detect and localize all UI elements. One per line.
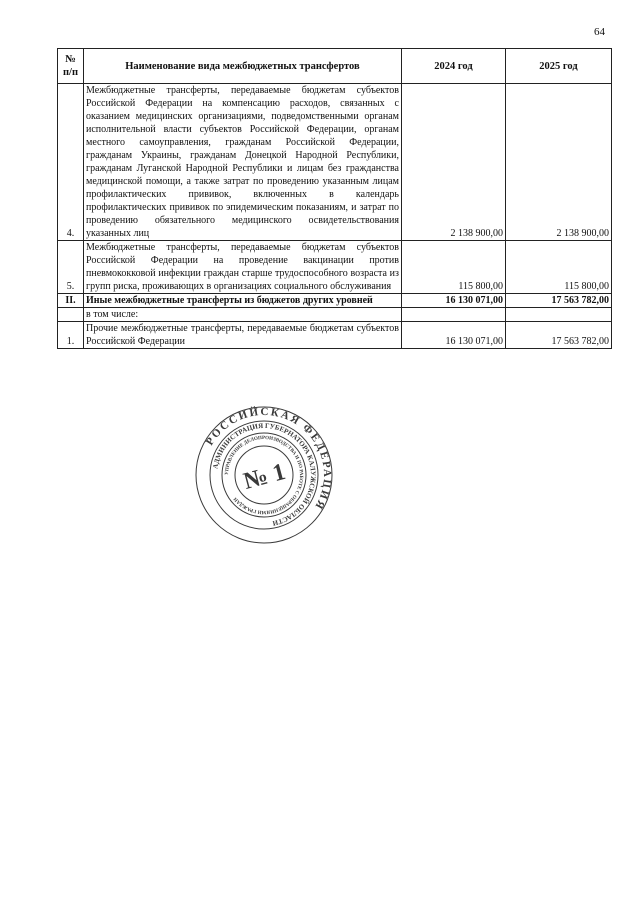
table-row bbox=[58, 294, 612, 308]
table-row bbox=[58, 322, 612, 349]
row-2025: 17 563 782,00 bbox=[506, 294, 612, 308]
official-stamp bbox=[194, 405, 334, 545]
row-name: Межбюджетные трансферты, передаваемые бюджетам субъектов Российской Федерации на проведение вакцинации против пневмококковой инфекции граждан старше трудоспособного возраста из групп риска, проживающих в организациях социального обслуживания bbox=[84, 241, 402, 294]
page-number: 64 bbox=[594, 26, 605, 38]
row-name: Прочие межбюджетные трансферты, передаваемые бюджетам субъектов Российской Федерации bbox=[84, 322, 402, 349]
table-row bbox=[58, 84, 612, 241]
header-2025: 2025 год bbox=[506, 49, 612, 84]
row-num: 5. bbox=[58, 241, 84, 294]
row-2025: 2 138 900,00 bbox=[506, 84, 612, 241]
row-2025: 17 563 782,00 bbox=[506, 322, 612, 349]
row-2025 bbox=[506, 308, 612, 322]
row-name: Межбюджетные трансферты, передаваемые бюджетам субъектов Российской Федерации на компенсацию расходов, связанных с оказанием медицинских организациями, подведомственными органам исполнительной власти субъектов Российской Федерации, органам местного самоуправления, гражданам Российской Федерации, гражданам Украины, гражданам Донецкой Народной Республики, гражданам Луганской Народной Республики и лицам без гражданства медицинской помощи, а также затрат по проведению указанным лицам профилактических прививок, включенных в календарь профилактических прививок по эпидемическим показаниям, и затрат по проведению обязательного медицинского освидетельствования указанных лиц bbox=[84, 84, 402, 241]
header-name: Наименование вида межбюджетных трансфертов bbox=[84, 49, 402, 84]
stamp-inner-text: УПРАВЛЕНИЕ ДЕЛОПРОИЗВОДСТВА И ПО РАБОТЕ С ОБРАЩЕНИЯМИ ГРАЖДАН bbox=[224, 435, 304, 515]
table-row bbox=[58, 241, 612, 294]
stamp-middle-text: АДМИНИСТРАЦИЯ ГУБЕРНАТОРА КАЛУЖСКОЙ ОБЛАСТИ bbox=[211, 421, 318, 528]
row-2024 bbox=[402, 308, 506, 322]
row-num: 4. bbox=[58, 84, 84, 241]
row-2025: 115 800,00 bbox=[506, 241, 612, 294]
row-2024: 16 130 071,00 bbox=[402, 322, 506, 349]
row-num: 1. bbox=[58, 322, 84, 349]
header-num: № п/п bbox=[58, 49, 84, 84]
row-num bbox=[58, 308, 84, 322]
header-2024: 2024 год bbox=[402, 49, 506, 84]
table-row bbox=[58, 308, 612, 322]
transfers-table bbox=[57, 48, 612, 349]
row-name: Иные межбюджетные трансферты из бюджетов других уровней bbox=[84, 294, 402, 308]
row-num: II. bbox=[58, 294, 84, 308]
stamp-center-number: № 1 bbox=[240, 458, 289, 495]
row-2024: 2 138 900,00 bbox=[402, 84, 506, 241]
row-2024: 16 130 071,00 bbox=[402, 294, 506, 308]
row-name: в том числе: bbox=[84, 308, 402, 322]
row-2024: 115 800,00 bbox=[402, 241, 506, 294]
table-header-row bbox=[58, 49, 612, 84]
stamp-outer-text: РОССИЙСКАЯ ФЕДЕРАЦИЯ bbox=[203, 405, 334, 513]
